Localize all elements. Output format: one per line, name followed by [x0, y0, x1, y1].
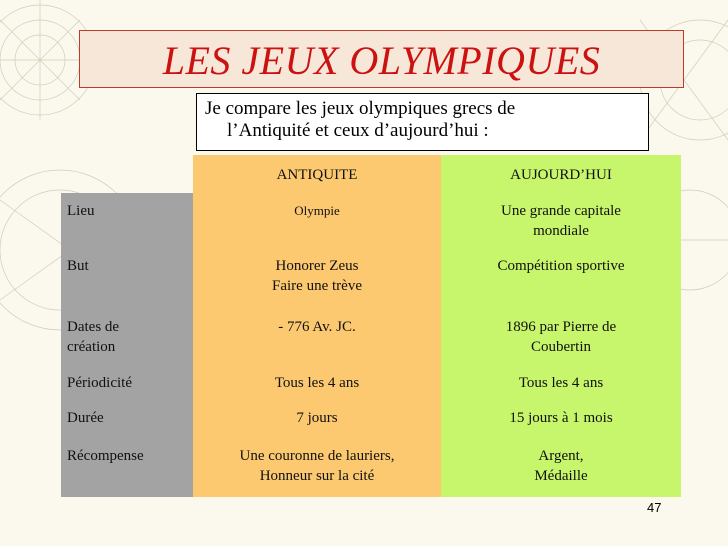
- row-label-periodicite-text: Périodicité: [67, 375, 132, 391]
- cell-antiquite-recompense-line-1: Une couronne de lauriers,: [239, 448, 395, 464]
- header-antiquite: [193, 155, 441, 193]
- subtitle-line-1: Je compare les jeux olympiques grecs de: [205, 98, 516, 119]
- cell-antiquite-recompense: [193, 438, 441, 497]
- cell-aujourdhui-dates-line-1: 1896 par Pierre de: [505, 319, 617, 335]
- cell-aujourdhui-recompense-line-2: Médaille: [534, 468, 588, 484]
- cell-aujourdhui-dates: [441, 309, 681, 367]
- cell-aujourdhui-recompense-line-1: Argent,: [538, 448, 584, 464]
- cell-antiquite-dates: [193, 309, 441, 367]
- row-label-recompense: [61, 438, 193, 497]
- cell-antiquite-recompense-line-2: Honneur sur la cité: [259, 468, 375, 484]
- row-label-but: [61, 248, 193, 309]
- cell-antiquite-dates-text: - 776 Av. JC.: [278, 319, 356, 335]
- row-label-but-text: But: [67, 258, 89, 274]
- row-label-lieu: [61, 193, 193, 248]
- cell-antiquite-lieu: [193, 193, 441, 248]
- cell-aujourdhui-dates-line-2: Coubertin: [531, 339, 591, 355]
- cell-aujourdhui-recompense: [441, 438, 681, 497]
- row-label-duree: [61, 400, 193, 438]
- header-antiquite-label: ANTIQUITE: [276, 167, 358, 183]
- row-label-lieu-text: Lieu: [67, 203, 95, 219]
- cell-aujourdhui-periodicite-text: Tous les 4 ans: [518, 375, 604, 391]
- cell-aujourdhui-but-text: Compétition sportive: [497, 258, 625, 274]
- row-label-recompense-text: Récompense: [67, 448, 144, 464]
- cell-aujourdhui-lieu: [441, 193, 681, 248]
- cell-aujourdhui-duree-text: 15 jours à 1 mois: [509, 410, 613, 426]
- header-aujourdhui-label: AUJOURD’HUI: [510, 167, 612, 183]
- row-label-dates-line-1: Dates de: [67, 319, 120, 335]
- row-label-dates: [61, 309, 193, 367]
- cell-aujourdhui-lieu-line-1: Une grande capitale: [501, 203, 621, 219]
- cell-antiquite-periodicite-text: Tous les 4 ans: [274, 375, 360, 391]
- cell-antiquite-but: [193, 248, 441, 309]
- subtitle-line-2: l’Antiquité et ceux d’aujourd’hui :: [227, 120, 489, 141]
- page-number: 47: [647, 500, 662, 515]
- row-label-dates-line-2: création: [67, 339, 116, 355]
- cell-antiquite-periodicite: [193, 367, 441, 400]
- comparison-table: [61, 155, 681, 497]
- row-label-periodicite: [61, 367, 193, 400]
- page-title: LES JEUX OLYMPIQUES: [162, 38, 601, 83]
- header-aujourdhui: [441, 155, 681, 193]
- cell-antiquite-duree-text: 7 jours: [296, 410, 338, 426]
- cell-aujourdhui-but: [441, 248, 681, 309]
- title-box: [79, 30, 684, 88]
- subtitle-box: [196, 93, 649, 151]
- cell-antiquite-but-line-1: Honorer Zeus: [275, 258, 359, 274]
- cell-aujourdhui-periodicite: [441, 367, 681, 400]
- cell-aujourdhui-duree: [441, 400, 681, 438]
- cell-antiquite-lieu-text: Olympie: [294, 203, 340, 218]
- row-label-duree-text: Durée: [67, 410, 104, 426]
- cell-aujourdhui-lieu-line-2: mondiale: [533, 223, 589, 239]
- cell-antiquite-but-line-2: Faire une trève: [272, 278, 362, 294]
- cell-antiquite-duree: [193, 400, 441, 438]
